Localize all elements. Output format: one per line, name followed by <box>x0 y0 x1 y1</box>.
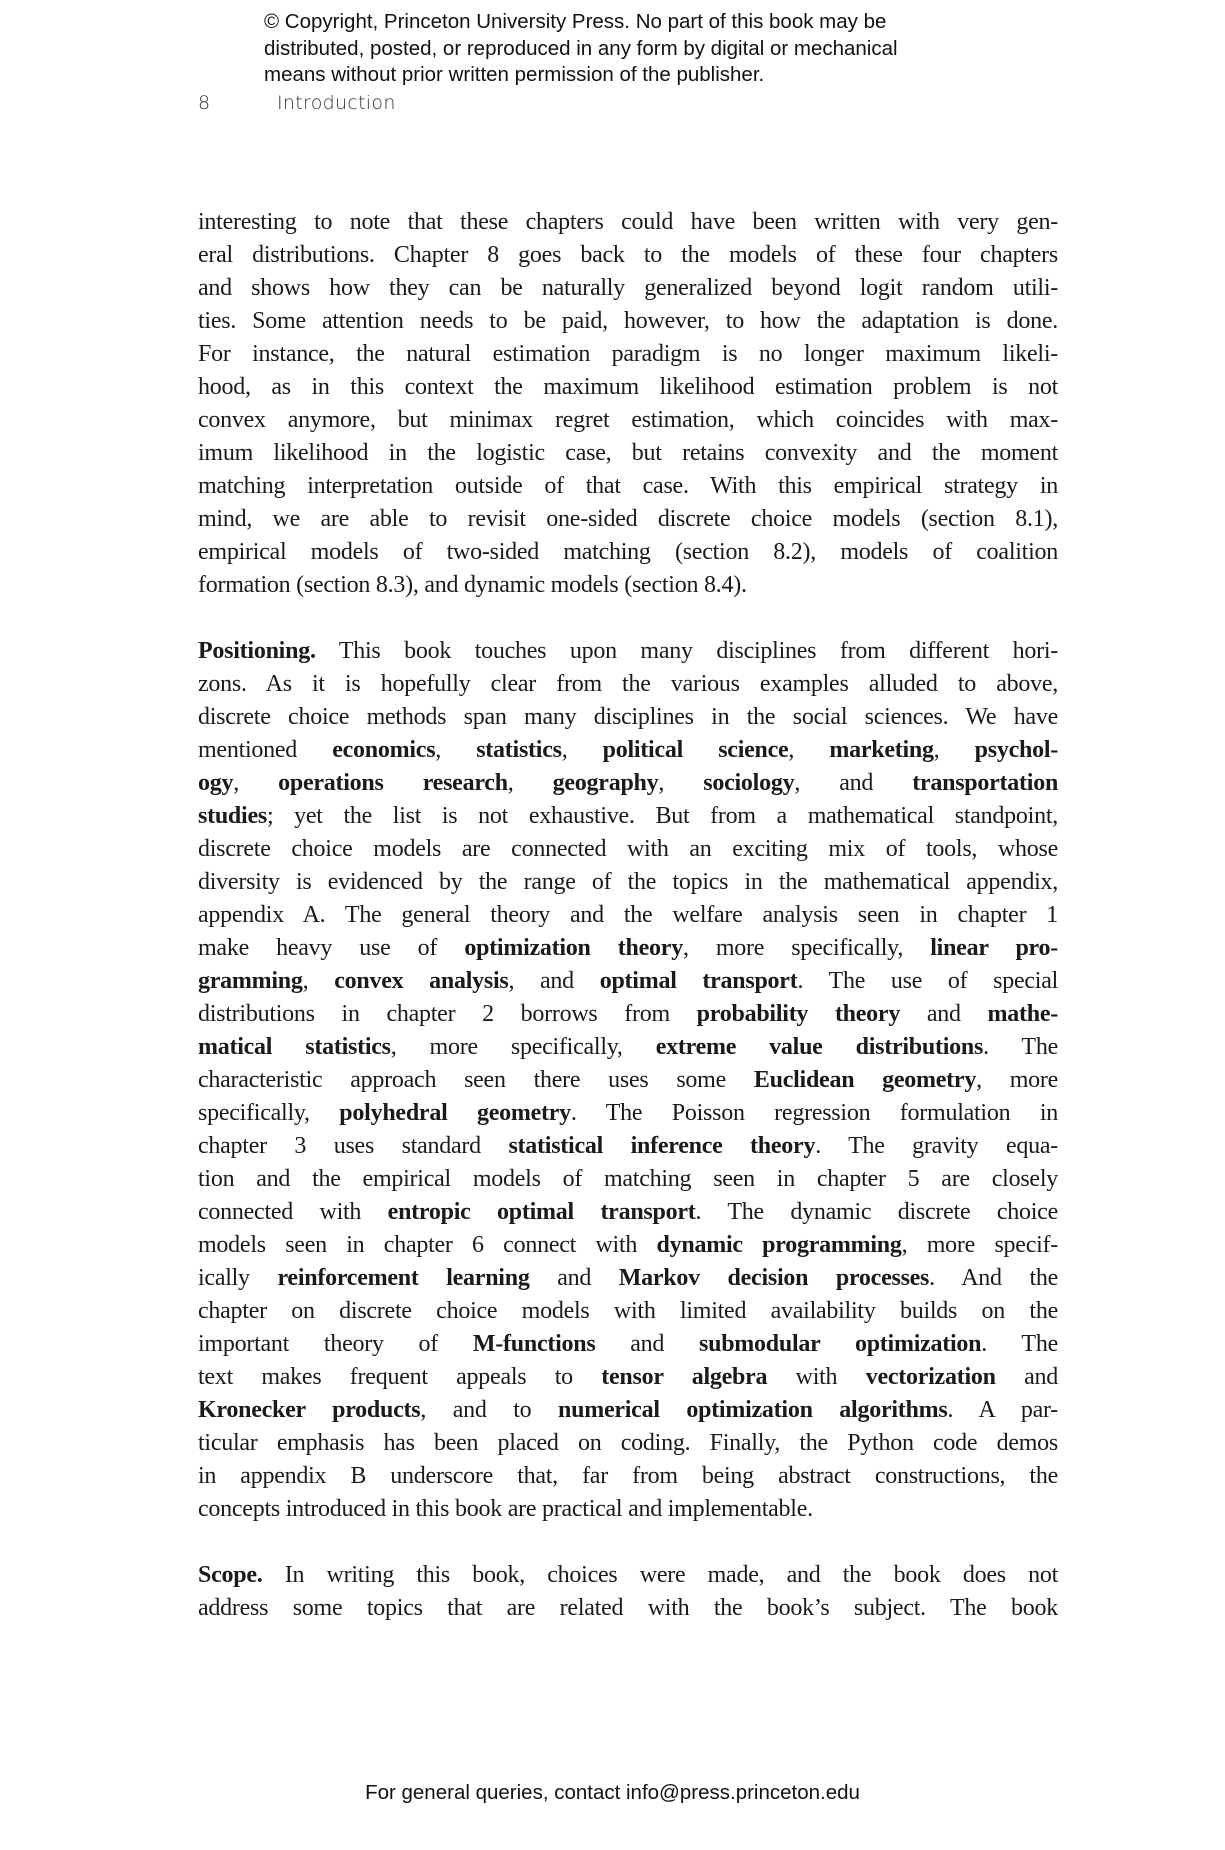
bold-term: extreme value distributions <box>655 1034 984 1060</box>
text-run: ties. Some attention needs to be paid, however, to how the adaptation is done. <box>198 308 1058 334</box>
text-run: eral distributions. Chapter 8 goes back to the models of these four chapters <box>198 242 1058 268</box>
text-run: . A par- <box>947 1397 1058 1423</box>
text-line <box>198 635 1058 668</box>
text-run: interesting to note that these chapters could have been written with very gen- <box>198 209 1058 235</box>
text-run: zons. As it is hopefully clear from the various examples alluded to above, <box>198 671 1058 697</box>
text-run: , <box>561 737 603 763</box>
text-run: and shows how they can be naturally generalized beyond logit random utili- <box>198 275 1058 301</box>
bold-term: entropic optimal transport <box>387 1199 696 1225</box>
paragraph <box>198 1559 1058 1625</box>
text-line <box>198 1196 1058 1229</box>
text-run: appendix A. The general theory and the welfare analysis seen in chapter 1 <box>198 902 1058 928</box>
text-run: discrete choice methods span many disciplines in the social sciences. We have <box>198 704 1058 730</box>
bold-term: Kronecker products <box>198 1397 421 1423</box>
text-run: . The Poisson regression formulation in <box>570 1100 1059 1126</box>
text-run: , <box>658 770 704 796</box>
copyright-notice <box>264 9 898 89</box>
text-run: ticular emphasis has been placed on coding. Finally, the Python code demos <box>198 1430 1058 1456</box>
text-line <box>198 1460 1058 1493</box>
text-line <box>198 1097 1058 1130</box>
text-line <box>198 1559 1058 1592</box>
text-run: mind, we are able to revisit one-sided discrete choice models (section 8.1), <box>198 506 1058 532</box>
text-run: concepts introduced in this book are practical and implementable. <box>198 1496 813 1522</box>
text-run: diversity is evidenced by the range of the topics in the mathematical appendix, <box>198 869 1058 895</box>
text-run: with <box>767 1364 866 1390</box>
text-run: ; yet the list is not exhaustive. But from a mathematical standpoint, <box>266 803 1058 829</box>
text-run: , more specifically, <box>682 935 931 961</box>
text-run: chapter on discrete choice models with limited availability builds on the <box>198 1298 1058 1324</box>
bold-term: dynamic programming <box>656 1232 902 1258</box>
text-run: , <box>435 737 477 763</box>
text-line <box>198 470 1058 503</box>
bold-term: vectorization <box>865 1364 996 1390</box>
text-line <box>198 701 1058 734</box>
text-line <box>198 998 1058 1031</box>
text-run: , more specif- <box>901 1232 1059 1258</box>
bold-term: matical statistics <box>198 1034 391 1060</box>
text-line <box>198 1328 1058 1361</box>
text-run: convex anymore, but minimax regret estimation, which coincides with max- <box>198 407 1058 433</box>
text-run: chapter 3 uses standard <box>198 1133 509 1159</box>
bold-term: optimal transport <box>599 968 798 994</box>
footer-contact: For general queries, contact info@press.princeton.edu <box>365 1781 860 1804</box>
text-run: tion and the empirical models of matching seen in chapter 5 are closely <box>198 1166 1058 1192</box>
text-line <box>198 272 1058 305</box>
text-line <box>198 800 1058 833</box>
paragraph <box>198 206 1058 602</box>
text-run: make heavy use of <box>198 935 465 961</box>
bold-term: convex analysis <box>334 968 509 994</box>
text-run: address some topics that are related with the book’s subject. The book <box>198 1595 1058 1621</box>
bold-term: Scope. <box>198 1562 263 1588</box>
paragraph <box>198 635 1058 1526</box>
text-line <box>198 1394 1058 1427</box>
bold-term: reinforcement learning <box>277 1265 530 1291</box>
bold-term: M-functions <box>472 1331 596 1357</box>
text-run: . The <box>983 1034 1058 1060</box>
text-run: For instance, the natural estimation paradigm is no longer maximum likeli- <box>198 341 1058 367</box>
text-line <box>198 1295 1058 1328</box>
bold-term: Euclidean geometry <box>753 1067 977 1093</box>
text-run: . The dynamic discrete choice <box>695 1199 1058 1225</box>
text-run: ically <box>198 1265 278 1291</box>
bold-term: operations research <box>278 770 508 796</box>
bold-term: numerical optimization algorithms <box>558 1397 948 1423</box>
text-run: , and <box>794 770 913 796</box>
bold-term: psychol- <box>974 737 1059 763</box>
running-title: Introduction <box>277 92 396 114</box>
bold-term: sociology <box>703 770 795 796</box>
text-line <box>198 569 1058 602</box>
text-line <box>198 1031 1058 1064</box>
text-line <box>198 1361 1058 1394</box>
text-run: specifically, <box>198 1100 340 1126</box>
page-number: 8 <box>198 92 211 114</box>
text-line <box>198 1064 1058 1097</box>
copyright-line: distributed, posted, or reproduced in any form by digital or mechanical <box>264 36 898 60</box>
text-run: . And the <box>929 1265 1059 1291</box>
bold-term: polyhedral geometry <box>339 1100 571 1126</box>
text-line <box>198 767 1058 800</box>
text-run: , and to <box>420 1397 558 1423</box>
text-run: discrete choice models are connected with an exciting mix of tools, whose <box>198 836 1058 862</box>
text-run: hood, as in this context the maximum likelihood estimation problem is not <box>198 374 1058 400</box>
text-run: models seen in chapter 6 connect with <box>198 1232 657 1258</box>
text-line <box>198 404 1058 437</box>
text-run: . The use of special <box>797 968 1059 994</box>
text-run: imum likelihood in the logistic case, but retains convexity and the moment <box>198 440 1058 466</box>
text-run: , more <box>976 1067 1059 1093</box>
text-line <box>198 1262 1058 1295</box>
copyright-line: © Copyright, Princeton University Press. No part of this book may be <box>264 10 887 33</box>
text-run: matching interpretation outside of that case. With this empirical strategy in <box>198 473 1058 499</box>
text-line <box>198 965 1058 998</box>
text-line <box>198 833 1058 866</box>
text-run: , <box>933 737 975 763</box>
bold-term: studies <box>198 803 267 829</box>
text-run: distributions in chapter 2 borrows from <box>198 1001 697 1027</box>
text-run: and <box>529 1265 619 1291</box>
text-run: This book touches upon many disciplines from different hori- <box>315 638 1058 664</box>
text-line <box>198 536 1058 569</box>
text-line <box>198 206 1058 239</box>
bold-term: mathe- <box>987 1001 1059 1027</box>
bold-term: gramming <box>198 968 303 994</box>
text-line <box>198 437 1058 470</box>
bold-term: transportation <box>912 770 1059 796</box>
text-run: , <box>302 968 335 994</box>
bold-term: linear pro- <box>930 935 1059 961</box>
text-line <box>198 899 1058 932</box>
text-run: , <box>233 770 279 796</box>
text-run: , more specifically, <box>390 1034 656 1060</box>
text-run: in appendix B underscore that, far from being abstract constructions, the <box>198 1463 1058 1489</box>
text-run: empirical models of two-sided matching (section 8.2), models of coalition <box>198 539 1058 565</box>
text-run: formation (section 8.3), and dynamic models (section 8.4). <box>198 572 747 598</box>
text-line <box>198 338 1058 371</box>
bold-term: geography <box>552 770 659 796</box>
text-run: . The <box>981 1331 1058 1357</box>
text-line <box>198 503 1058 536</box>
bold-term: tensor algebra <box>601 1364 768 1390</box>
bold-term: economics <box>332 737 436 763</box>
text-line <box>198 932 1058 965</box>
text-line <box>198 1493 1058 1526</box>
text-run: important theory of <box>198 1331 473 1357</box>
bold-term: marketing <box>829 737 934 763</box>
text-line <box>198 1130 1058 1163</box>
copyright-line: means without prior written permission of the publisher. <box>264 63 765 86</box>
bold-term: Markov decision processes <box>618 1265 930 1291</box>
text-run: , <box>788 737 830 763</box>
text-run: text makes frequent appeals to <box>198 1364 602 1390</box>
text-run: mentioned <box>198 737 333 763</box>
body-text <box>198 206 1058 1658</box>
bold-term: ogy <box>198 770 234 796</box>
bold-term: Positioning. <box>198 638 316 664</box>
text-line <box>198 371 1058 404</box>
text-run: connected with <box>198 1199 388 1225</box>
bold-term: probability theory <box>696 1001 901 1027</box>
bold-term: submodular optimization <box>699 1331 982 1357</box>
text-line <box>198 668 1058 701</box>
text-line <box>198 1229 1058 1262</box>
text-line <box>198 239 1058 272</box>
text-run: and <box>595 1331 700 1357</box>
text-line <box>198 1592 1058 1625</box>
text-line <box>198 1163 1058 1196</box>
text-run: , and <box>508 968 600 994</box>
text-line <box>198 734 1058 767</box>
text-line <box>198 1427 1058 1460</box>
text-run: In writing this book, choices were made, and the book does not <box>262 1562 1058 1588</box>
text-run: and <box>995 1364 1058 1390</box>
text-run: characteristic approach seen there uses some <box>198 1067 754 1093</box>
bold-term: optimization theory <box>464 935 683 961</box>
text-run: , <box>507 770 553 796</box>
text-run: . The gravity equa- <box>815 1133 1059 1159</box>
text-run: and <box>900 1001 988 1027</box>
text-line <box>198 866 1058 899</box>
bold-term: political science <box>602 737 789 763</box>
text-line <box>198 305 1058 338</box>
bold-term: statistics <box>476 737 562 763</box>
bold-term: statistical inference theory <box>508 1133 816 1159</box>
